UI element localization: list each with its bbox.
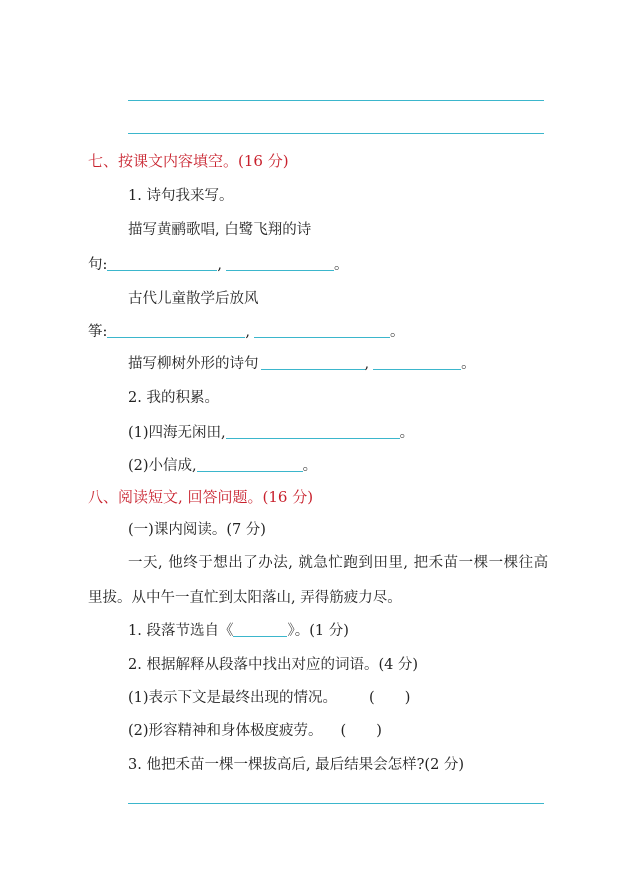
answer-line-top-1 (128, 100, 544, 101)
q2a-blank[interactable] (226, 424, 400, 439)
answer-line-top-2 (128, 133, 544, 134)
q1b-period: 。 (390, 324, 405, 340)
q2b-period: 。 (302, 458, 318, 474)
q2b-blank[interactable] (197, 457, 303, 472)
section-8-heading: 八、阅读短文, 回答问题。(16 分) (88, 488, 314, 506)
reading-q2a (128, 689, 410, 707)
q2a-prompt: (1)四海无闲田, (128, 425, 226, 441)
answer-line-bottom[interactable] (128, 803, 544, 804)
reading-q2b-text: (2)形容精神和身体极度疲劳。 (128, 723, 323, 739)
q1a-line (88, 256, 349, 274)
q2b-prompt: (2)小信成, (128, 458, 197, 474)
q1c-line (128, 355, 476, 373)
q2b-line (128, 457, 317, 475)
reading-q2a-paren-open: ( (369, 690, 375, 706)
q1a-line-label: 句: (88, 257, 108, 273)
reading-q1-suffix: 》。(1 分) (287, 623, 349, 639)
passage-line-1: 一天, 他终于想出了办法, 就急忙跑到田里, 把禾苗一棵一棵往高 (128, 555, 549, 571)
q1c-blank-1[interactable] (261, 355, 365, 370)
q1c-blank-2[interactable] (373, 355, 461, 370)
section-7-heading: 七、按课文内容填空。(16 分) (88, 152, 289, 170)
q1-label: 1. 诗句我来写。 (128, 188, 234, 204)
q1a-blank-1[interactable] (107, 256, 217, 271)
q1a-blank-2[interactable] (226, 256, 334, 271)
reading-q2a-paren-close: ) (404, 690, 411, 706)
q1c-period: 。 (461, 356, 476, 372)
q1c-comma: , (364, 356, 370, 372)
reading-q1-blank[interactable] (233, 622, 287, 637)
q1c-prompt: 描写柳树外形的诗句 (128, 356, 259, 372)
q1a-comma: , (217, 257, 222, 273)
q1b-blank-1[interactable] (107, 323, 245, 338)
reading-q2a-text: (1)表示下文是最终出现的情况。 (128, 690, 338, 706)
q1a-prompt: 描写黄鹂歌唱, 白鹭飞翔的诗 (128, 222, 312, 238)
reading-q2b-paren-open: ( (340, 723, 347, 739)
q2a-line (128, 424, 414, 442)
reading-q3: 3. 他把禾苗一棵一棵拔高后, 最后结果会怎样?(2 分) (128, 757, 465, 773)
q1b-blank-2[interactable] (254, 323, 390, 338)
passage-line-2: 里拔。从中午一直忙到太阳落山, 弄得筋疲力尽。 (88, 590, 402, 606)
q1b-comma: , (245, 324, 250, 340)
q2-label: 2. 我的积累。 (128, 390, 219, 406)
reading-q1 (128, 622, 349, 640)
reading-q2: 2. 根据解释从段落中找出对应的词语。(4 分) (128, 657, 419, 673)
reading-q2b-paren-close: ) (376, 723, 382, 739)
q1b-line (88, 323, 405, 341)
q1b-prompt: 古代儿童散学后放风 (128, 291, 259, 307)
reading-q2b (128, 722, 382, 740)
section-8-sub: (一)课内阅读。(7 分) (128, 522, 266, 538)
q1b-line-label: 筝: (88, 324, 108, 340)
q2a-period: 。 (399, 425, 415, 441)
reading-q1-prefix: 1. 段落节选自《 (128, 623, 234, 639)
q1a-period: 。 (334, 257, 349, 273)
